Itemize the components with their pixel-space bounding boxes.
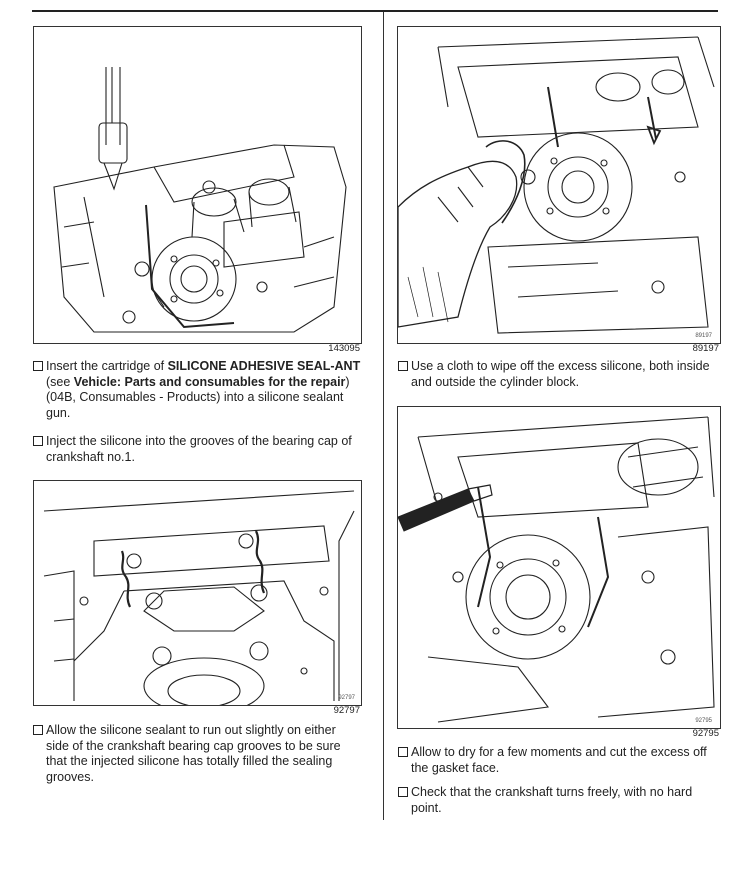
checkbox-bullet bbox=[398, 787, 408, 797]
engine-block-illustration-3 bbox=[398, 27, 720, 343]
instruction-text: Inject the silicone into the grooves of the bearing cap of crankshaft no.1. bbox=[46, 434, 352, 464]
instruction-item bbox=[398, 785, 720, 816]
checkbox-bullet bbox=[33, 725, 43, 735]
figure-inner-number: 92797 bbox=[338, 695, 355, 701]
checkbox-bullet bbox=[33, 436, 43, 446]
checkbox-bullet bbox=[398, 747, 408, 757]
header-rule bbox=[32, 10, 718, 12]
instruction-item bbox=[33, 723, 361, 785]
instruction-text: Use a cloth to wipe off the excess silicone, both inside and outside the cylinder block. bbox=[411, 359, 710, 389]
engine-block-illustration-2 bbox=[34, 481, 361, 705]
instruction-text: Insert the cartridge of SILICONE ADHESIVE SEAL-ANT (see Vehicle: Parts and consumables for the repair) (04B, Consumables - Products) into a silicone sealant gun. bbox=[46, 359, 361, 420]
instruction-item bbox=[398, 359, 720, 390]
instruction-text: Check that the crankshaft turns freely, with no hard point. bbox=[411, 785, 693, 815]
figure-cartridge-injection bbox=[33, 26, 362, 344]
figure-wiping-silicone bbox=[397, 26, 721, 344]
column-divider bbox=[383, 12, 384, 820]
instruction-item bbox=[33, 434, 361, 465]
figure-number: 92795 bbox=[692, 728, 719, 739]
instruction-item bbox=[398, 745, 720, 776]
figure-number: 89197 bbox=[692, 343, 719, 354]
instruction-text: Allow to dry for a few moments and cut the excess off the gasket face. bbox=[411, 745, 707, 775]
engine-block-illustration-4 bbox=[398, 407, 720, 728]
figure-number: 92797 bbox=[333, 705, 360, 716]
figure-inner-number: 89197 bbox=[695, 333, 712, 339]
checkbox-bullet bbox=[33, 361, 43, 371]
instruction-item bbox=[33, 359, 361, 421]
engine-block-illustration-1 bbox=[34, 27, 361, 343]
figure-number: 143095 bbox=[328, 343, 360, 354]
checkbox-bullet bbox=[398, 361, 408, 371]
figure-cutting-excess bbox=[397, 406, 721, 729]
instruction-text: Allow the silicone sealant to run out slightly on either side of the crankshaft bearing cap grooves to be sure that the injected silicone has totally filled the sealing grooves. bbox=[46, 723, 341, 784]
figure-bearing-cap-grooves bbox=[33, 480, 362, 706]
figure-inner-number: 92795 bbox=[695, 718, 712, 724]
